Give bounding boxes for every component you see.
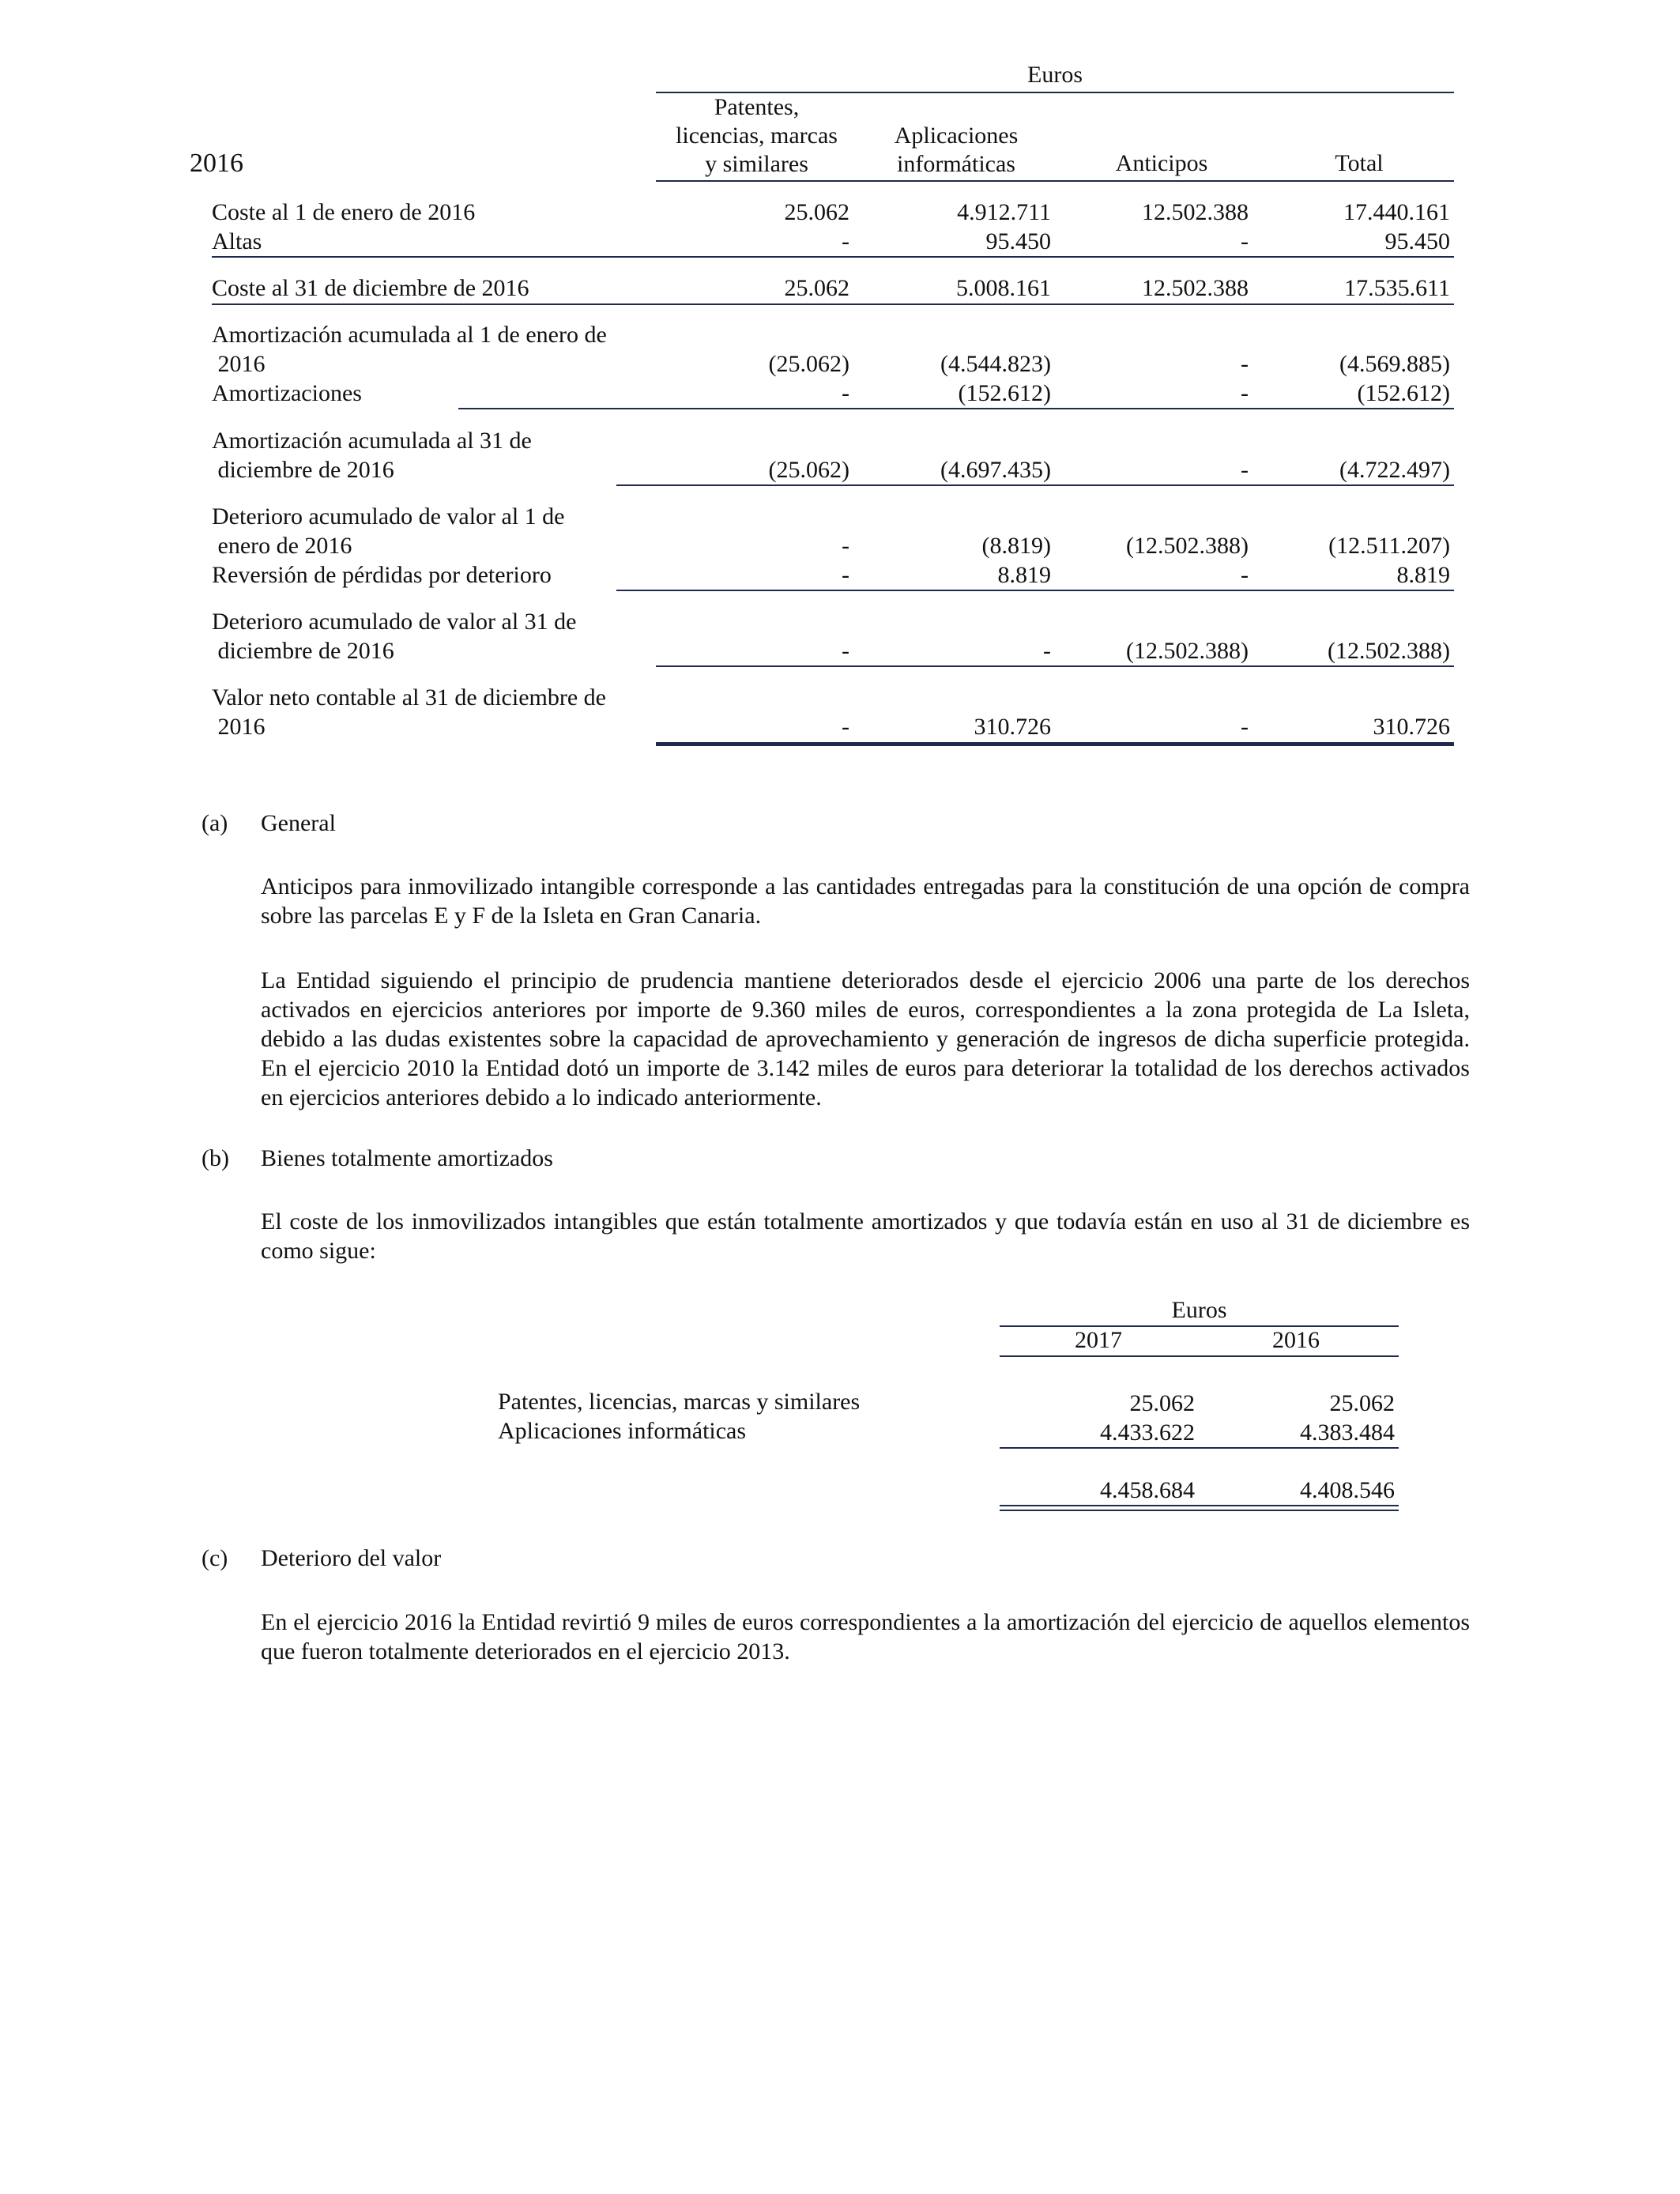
col-header-aplicaciones: Aplicaciones informáticas xyxy=(894,123,1019,177)
value-anticipos: - xyxy=(1241,714,1249,740)
row-label: Valor neto contable al 31 de diciembre de 2016 xyxy=(212,684,606,740)
value-anticipos: 12.502.388 xyxy=(1142,199,1249,225)
value-anticipos: (12.502.388) xyxy=(1126,533,1249,559)
row-label: Deterioro acumulado de valor al 1 de enero de 2016 xyxy=(212,503,565,559)
value-aplicaciones: 310.726 xyxy=(974,714,1051,740)
section-title: Bienes totalmente amortizados xyxy=(261,1145,553,1171)
value-total: 17.440.161 xyxy=(1343,199,1450,225)
section-marker: (a) xyxy=(202,810,228,836)
section-marker: (c) xyxy=(202,1545,228,1571)
total-2017: 4.458.684 xyxy=(1100,1477,1195,1503)
col-header-patentes: Patentes, licencias, marcas y similares xyxy=(676,94,838,177)
total-double-rule xyxy=(656,742,1454,746)
row-label: Aplicaciones informáticas xyxy=(498,1418,747,1444)
row-label: Amortización acumulada al 31 de diciembre de 2016 xyxy=(212,428,532,483)
row-label: Coste al 1 de enero de 2016 xyxy=(212,199,476,225)
value-aplicaciones: (152.612) xyxy=(958,380,1051,406)
value-anticipos: - xyxy=(1241,457,1249,483)
row-label: Amortizaciones xyxy=(212,380,362,406)
value-anticipos: - xyxy=(1241,380,1249,406)
value-patentes: (25.062) xyxy=(768,351,849,377)
row-label: Coste al 31 de diciembre de 2016 xyxy=(212,275,529,301)
value-total: (12.511.207) xyxy=(1328,533,1450,559)
row-label: Reversión de pérdidas por deterioro xyxy=(212,562,552,588)
subtotal-rule xyxy=(616,590,1454,591)
currency-header: Euros xyxy=(1171,1297,1227,1323)
row-label: Altas xyxy=(212,228,262,254)
paragraph: En el ejercicio 2016 la Entidad revirtió 9 miles de euros correspondientes a la amortización del ejercicio de aquellos elementos que fueron totalmente deteriorados en el ejercicio 2013. xyxy=(261,1609,1470,1664)
row-label: Deterioro acumulado de valor al 31 de diciembre de 2016 xyxy=(212,609,577,664)
currency-header: Euros xyxy=(1027,62,1083,88)
value-2017: 25.062 xyxy=(1129,1390,1195,1416)
value-patentes: 25.062 xyxy=(784,275,849,301)
total-rule-bottom xyxy=(1000,1510,1399,1511)
value-aplicaciones: 8.819 xyxy=(997,562,1051,588)
subtotal-rule xyxy=(616,484,1454,486)
value-aplicaciones: 5.008.161 xyxy=(956,275,1051,301)
value-total: 8.819 xyxy=(1396,562,1450,588)
col-header-total: Total xyxy=(1335,150,1384,176)
subtotal-rule xyxy=(656,665,1454,667)
paragraph: El coste de los inmovilizados intangibles que están totalmente amortizados y que todavía están en uso al 31 de diciembre es como sigue: xyxy=(261,1208,1470,1264)
column-header-rule xyxy=(1000,1355,1399,1357)
subtotal-rule xyxy=(212,303,1454,305)
row-label: Amortización acumulada al 1 de enero de 2016 xyxy=(212,322,607,377)
value-aplicaciones: (8.819) xyxy=(981,533,1051,559)
value-2016: 25.062 xyxy=(1329,1390,1395,1416)
value-patentes: - xyxy=(842,228,849,254)
total-rule-top xyxy=(1000,1505,1399,1506)
value-2016: 4.383.484 xyxy=(1300,1419,1395,1446)
value-patentes: - xyxy=(842,562,849,588)
value-anticipos: - xyxy=(1241,562,1249,588)
col-header-anticipos: Anticipos xyxy=(1115,150,1208,176)
value-total: (152.612) xyxy=(1357,380,1450,406)
value-2017: 4.433.622 xyxy=(1100,1419,1195,1446)
value-aplicaciones: (4.544.823) xyxy=(940,351,1051,377)
paragraph: Anticipos para inmovilizado intangible corresponde a las cantidades entregadas para la constitución de una opción de compra sobre las parcelas E y F de la Isleta en Gran Canaria. xyxy=(261,873,1470,929)
value-anticipos: (12.502.388) xyxy=(1126,638,1249,664)
col-header-2016: 2016 xyxy=(1272,1327,1320,1353)
value-patentes: - xyxy=(842,533,849,559)
value-total: (4.722.497) xyxy=(1339,457,1450,483)
value-total: (12.502.388) xyxy=(1328,638,1450,664)
value-aplicaciones: (4.697.435) xyxy=(940,457,1051,483)
column-header-rule xyxy=(656,180,1454,182)
value-anticipos: - xyxy=(1241,228,1249,254)
col-header-2017: 2017 xyxy=(1075,1327,1122,1353)
value-patentes: - xyxy=(842,638,849,664)
value-total: 17.535.611 xyxy=(1344,275,1450,301)
subtotal-rule xyxy=(1000,1447,1399,1449)
section-marker: (b) xyxy=(202,1145,229,1171)
value-patentes: (25.062) xyxy=(768,457,849,483)
value-total: (4.569.885) xyxy=(1339,351,1450,377)
row-label: Patentes, licencias, marcas y similares xyxy=(498,1389,861,1415)
value-total: 95.450 xyxy=(1384,228,1450,254)
year-label: 2016 xyxy=(190,149,243,178)
value-patentes: - xyxy=(842,714,849,740)
section-title: General xyxy=(261,810,336,836)
value-patentes: - xyxy=(842,380,849,406)
value-aplicaciones: 4.912.711 xyxy=(957,199,1051,225)
value-anticipos: 12.502.388 xyxy=(1142,275,1249,301)
value-aplicaciones: 95.450 xyxy=(985,228,1051,254)
value-aplicaciones: - xyxy=(1043,638,1051,664)
total-2016: 4.408.546 xyxy=(1300,1477,1395,1503)
value-anticipos: - xyxy=(1241,351,1249,377)
paragraph: La Entidad siguiendo el principio de prudencia mantiene deteriorados desde el ejercicio 2006 una parte de los derechos activados en ejercicios anteriores por importe de 9.360 miles de euros, correspondientes a la zona protegida de La Isleta, debido a las dudas existentes sobre la capacidad de aprovechamiento y generación de ingresos de dicha superficie protegida. En el ejercicio 2010 la Entidad dotó un importe de 3.142 miles de euros para deteriorar la totalidad de los derechos activados en ejercicios anteriores debido a lo indicado anteriormente. xyxy=(261,967,1470,1110)
subtotal-rule xyxy=(212,256,1454,258)
value-patentes: 25.062 xyxy=(784,199,849,225)
subtotal-rule xyxy=(458,408,1454,409)
section-title: Deterioro del valor xyxy=(261,1545,442,1571)
value-total: 310.726 xyxy=(1373,714,1450,740)
